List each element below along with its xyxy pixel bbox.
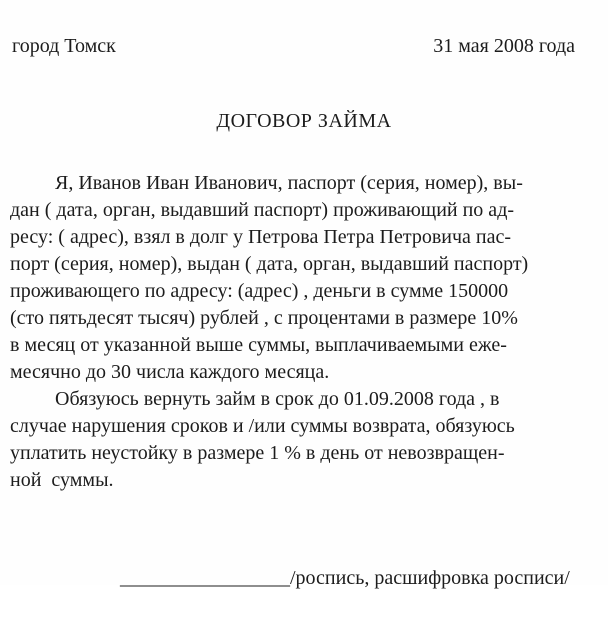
- paragraph-borrower-details: [10, 170, 608, 386]
- date-label: 31 мая 2008 года: [433, 35, 575, 57]
- signature-line: [0, 538, 608, 619]
- text-line: дан ( дата, орган, выдавший паспорт) проживающий по ад-: [10, 199, 515, 221]
- document-title: ДОГОВОР ЗАЙМА: [216, 110, 392, 132]
- text-line: в месяц от указанной выше суммы, выплачиваемыми еже-: [10, 334, 507, 356]
- text-line: уплатить неустойку в размере 1 % в день от невозвращен-: [10, 442, 505, 464]
- text-line: ресу: ( адрес), взял в долг у Петрова Петра Петровича пас-: [10, 226, 512, 248]
- document-header: [0, 0, 608, 60]
- text-line: проживающего по адресу: (адрес) , деньги в сумме 150000: [10, 280, 509, 302]
- text-line: случае нарушения сроков и /или суммы возврата, обязуюсь: [10, 415, 515, 437]
- place-label: город Томск: [12, 35, 116, 57]
- text-line: Я, Иванов Иван Иванович, паспорт (серия, номер), вы-: [55, 172, 523, 194]
- text-line: ной суммы.: [10, 469, 114, 491]
- signature-caption: /роспись, расшифровка росписи/: [290, 567, 570, 589]
- text-line: месячно до 30 числа каждого месяца.: [10, 361, 330, 383]
- text-line: порт (серия, номер), выдан ( дата, орган, выдавший паспорт): [10, 253, 529, 275]
- document-body: [0, 170, 608, 494]
- text-line: (сто пятьдесят тысяч) рублей , с процентами в размере 10%: [10, 307, 518, 329]
- paragraph-repayment-terms: [10, 386, 608, 494]
- text-line: Обязуюсь вернуть займ в срок до 01.09.2008 года , в: [55, 388, 500, 410]
- signature-blank: _________________: [120, 567, 290, 589]
